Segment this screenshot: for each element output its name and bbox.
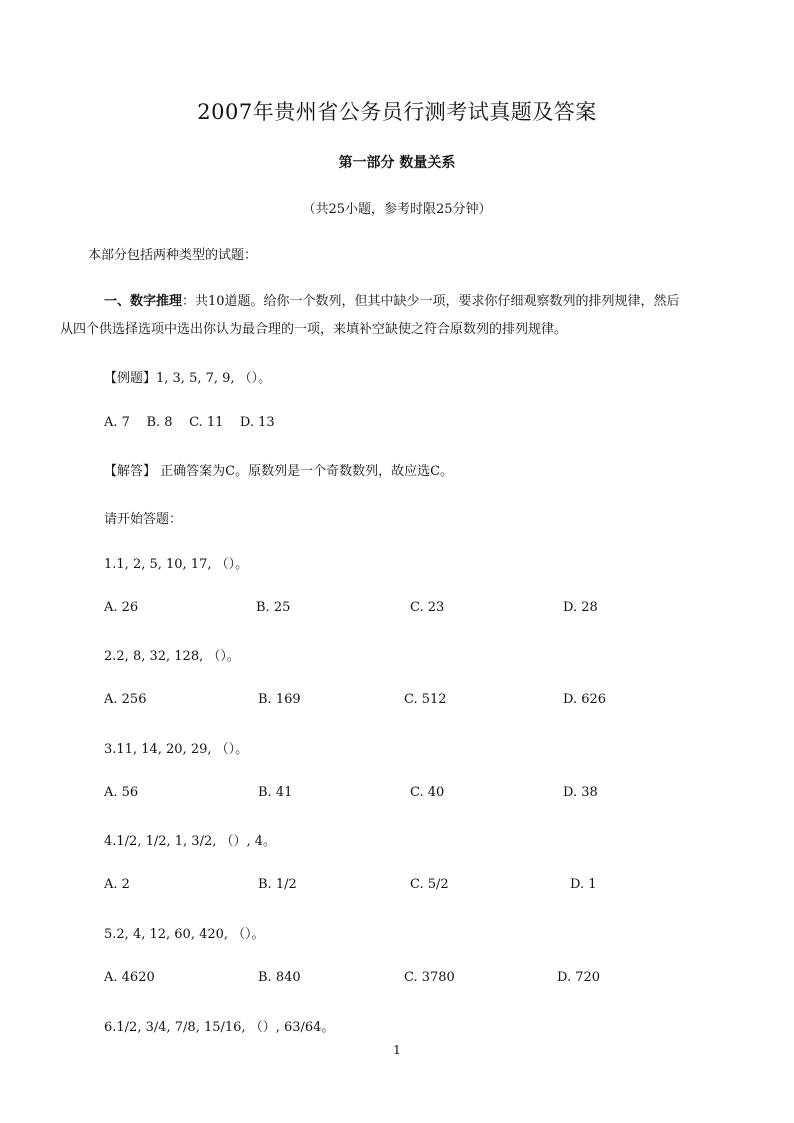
question-3: 3.11, 14, 20, 29, （）。 <box>104 742 249 757</box>
q4-option-d: D. 1 <box>570 877 597 892</box>
question-2: 2.2, 8, 32, 128, （）。 <box>104 649 240 664</box>
q2-option-c: C. 512 <box>404 692 447 707</box>
section1-paragraph <box>104 290 680 309</box>
q5-option-b: B. 840 <box>258 970 301 985</box>
q5-option-d: D. 720 <box>557 970 601 985</box>
q1-option-d: D. 28 <box>563 600 598 615</box>
q1-option-b: B. 25 <box>256 600 291 615</box>
q3-option-d: D. 38 <box>563 785 598 800</box>
question-6: 6.1/2, 3/4, 7/8, 15/16, （）, 63/64。 <box>104 1020 335 1035</box>
q3-option-a: A. 56 <box>104 785 139 800</box>
q2-option-a: A. 256 <box>104 692 147 707</box>
start-prompt: 请开始答题： <box>104 512 183 527</box>
section-note: （共25小题，参考时限25分钟） <box>302 202 492 217</box>
q4-option-b: B. 1/2 <box>258 877 297 892</box>
q1-option-c: C. 23 <box>410 600 445 615</box>
q1-option-a: A. 26 <box>104 600 139 615</box>
question-1: 1.1, 2, 5, 10, 17, （）。 <box>104 557 249 572</box>
q2-option-b: B. 169 <box>258 692 301 707</box>
q3-option-c: C. 40 <box>410 785 445 800</box>
q4-option-a: A. 2 <box>104 877 130 892</box>
question-4: 4.1/2, 1/2, 1, 3/2, （）, 4。 <box>104 834 277 849</box>
q2-option-d: D. 626 <box>563 692 607 707</box>
question-5: 5.2, 4, 12, 60, 420, （）。 <box>104 927 265 942</box>
section1-text: ：共10道题。给你一个数列，但其中缺少一项，要求你仔细观察数列的排列规律，然后 <box>182 294 680 309</box>
intro-text: 本部分包括两种类型的试题： <box>88 248 258 263</box>
q4-option-c: C. 5/2 <box>410 877 449 892</box>
example-question: 【例题】1, 3, 5, 7, 9, （）。 <box>104 371 272 386</box>
q5-option-c: C. 3780 <box>404 970 455 985</box>
example-answer: 【解答】 正确答案为C。原数列是一个奇数数列，故应选C。 <box>104 464 454 479</box>
document-title: 2007年贵州省公务员行测考试真题及答案 <box>197 100 597 124</box>
section1-label: 一、数字推理 <box>104 294 183 309</box>
example-options: A. 7 B. 8 C. 11 D. 13 <box>104 415 275 430</box>
q3-option-b: B. 41 <box>258 785 293 800</box>
section1-paragraph-cont: 从四个供选择选项中选出你认为最合理的一项，来填补空缺使之符合原数列的排列规律。 <box>60 322 568 337</box>
section-title: 第一部分 数量关系 <box>338 155 456 171</box>
page-number: 1 <box>393 1043 401 1057</box>
q5-option-a: A. 4620 <box>104 970 155 985</box>
